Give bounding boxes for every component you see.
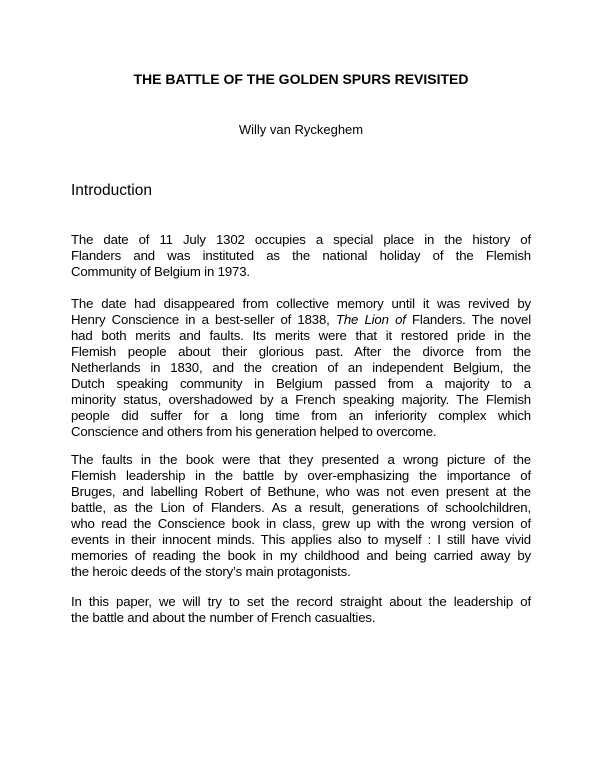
paragraph-line: events in their innocent minds. This applies also to myself : I still have vivid <box>71 532 531 547</box>
paragraph-line: Conscience and others from his generation helped to overcome. <box>71 424 437 439</box>
paragraph-line: In this paper, we will try to set the record straight about the leadership of <box>71 594 531 609</box>
section-heading: Introduction <box>71 182 152 199</box>
paragraph-line: Flemish people about their glorious past. After the divorce from the <box>71 344 531 359</box>
paragraph-line: the battle and about the number of French casualties. <box>71 610 376 625</box>
paragraph-line: The faults in the book were that they presented a wrong picture of the <box>71 452 531 467</box>
paragraph-line: Flemish leadership in the battle by over-emphasizing the importance of <box>71 468 531 483</box>
document-title: THE BATTLE OF THE GOLDEN SPURS REVISITED <box>133 71 469 87</box>
paragraph-1 <box>71 232 531 280</box>
book-title: The Lion of <box>335 312 406 327</box>
paragraph-line: minority status, overshadowed by a French speaking majority. The Flemish <box>71 392 531 407</box>
paragraph-line: The date had disappeared from collective memory until it was revived by <box>71 296 531 311</box>
paragraph-line: the heroic deeds of the story’s main protagonists. <box>71 564 351 579</box>
paragraph-line: memories of reading the book in my childhood and being carried away by <box>71 548 531 563</box>
document-page <box>71 0 531 776</box>
paragraph-line: Community of Belgium in 1973. <box>71 264 250 279</box>
paragraph-line: people did suffer for a long time from an inferiority complex which <box>71 408 531 423</box>
paragraph-line: Bruges, and labelling Robert of Bethune, who was not even present at the <box>71 484 531 499</box>
paragraph-line: Flanders and was instituted as the national holiday of the Flemish <box>71 248 531 263</box>
paragraph-line: battle, as the Lion of Flanders. As a result, generations of schoolchildren, <box>71 500 531 515</box>
paragraph-line: Dutch speaking community in Belgium passed from a majority to a <box>71 376 531 391</box>
paragraph-4 <box>71 594 531 626</box>
paragraph-line: who read the Conscience book in class, grew up with the wrong version of <box>71 516 531 531</box>
author-name: Willy van Ryckeghem <box>238 122 364 137</box>
paragraph-line: The date of 11 July 1302 occupies a special place in the history of <box>71 232 531 247</box>
paragraph-line: Netherlands in 1830, and the creation of an independent Belgium, the <box>71 360 531 375</box>
paragraph-line: had both merits and faults. Its merits were that it restored pride in the <box>71 328 531 343</box>
paragraph-line <box>71 312 531 328</box>
text-run: Henry Conscience in a best-seller of 1838, <box>71 312 336 327</box>
paragraph-3 <box>71 452 531 580</box>
paragraph-2 <box>71 296 531 440</box>
text-run: Flanders. The novel <box>405 312 531 327</box>
